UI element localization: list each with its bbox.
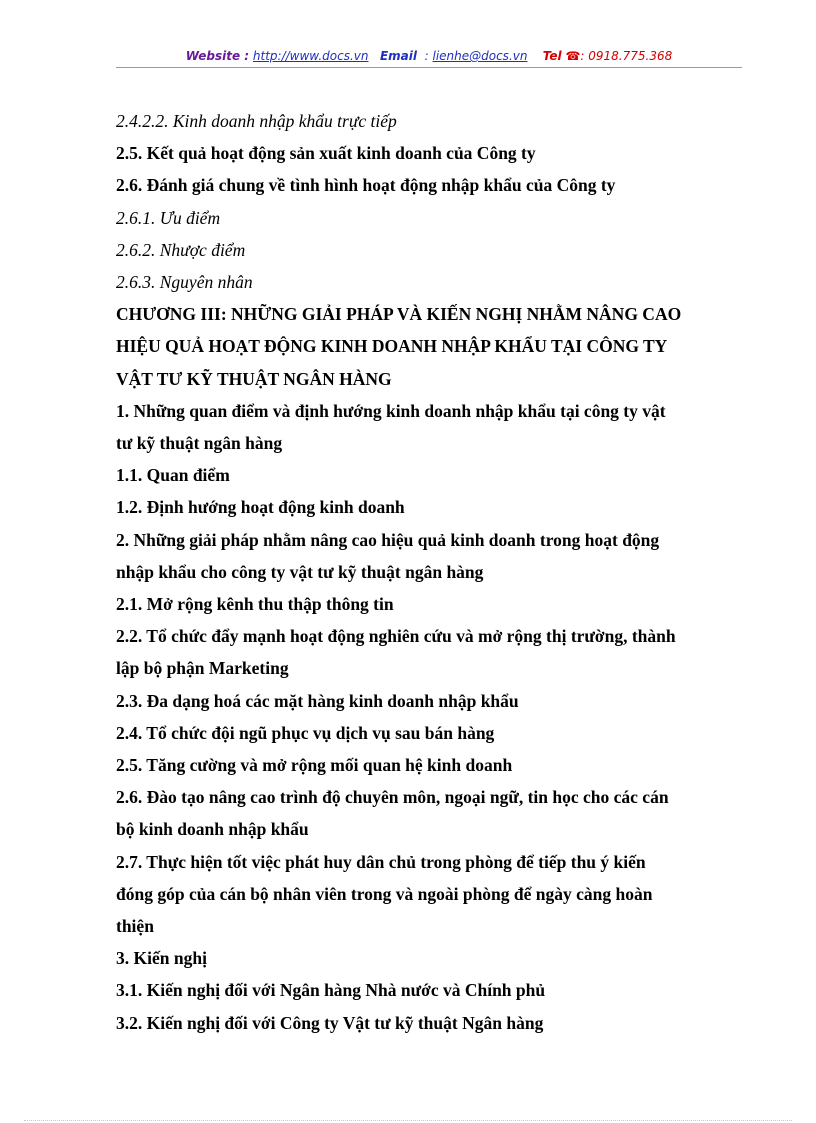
toc-line: 1.2. Định hướng hoạt động kinh doanh bbox=[116, 497, 405, 518]
toc-line: 2.2. Tổ chức đẩy mạnh hoạt động nghiên cứu và mở rộng thị trường, thành bbox=[116, 626, 676, 647]
header-divider bbox=[116, 67, 742, 68]
website-label: Website : bbox=[185, 49, 250, 63]
toc-line: 3.2. Kiến nghị đối với Công ty Vật tư kỹ thuật Ngân hàng bbox=[116, 1012, 544, 1033]
toc-line: 2.7. Thực hiện tốt việc phát huy dân chủ trong phòng để tiếp thu ý kiến bbox=[116, 851, 646, 872]
toc-line: 1.1. Quan điểm bbox=[116, 465, 230, 486]
toc-line: 2.6.1. Ưu điểm bbox=[116, 207, 221, 228]
toc-line: thiện bbox=[116, 916, 154, 937]
toc-line: bộ kinh doanh nhập khẩu bbox=[116, 819, 309, 840]
email-label: Email bbox=[379, 49, 417, 63]
toc-line: 1. Những quan điểm và định hướng kinh doanh nhập khẩu tại công ty vật bbox=[116, 400, 666, 421]
toc-line: 2.6.2. Nhược điểm bbox=[116, 239, 246, 260]
toc-line: 2. Những giải pháp nhằm nâng cao hiệu quả kinh doanh trong hoạt động bbox=[116, 529, 660, 550]
toc-line: 2.1. Mở rộng kênh thu thập thông tin bbox=[116, 594, 394, 615]
toc-line: 3. Kiến nghị bbox=[116, 948, 207, 969]
chapter-heading-line: HIỆU QUẢ HOẠT ĐỘNG KINH DOANH NHẬP KHẨU TẠI CÔNG TY bbox=[116, 336, 668, 357]
toc-line: 2.6. Đánh giá chung về tình hình hoạt động nhập khẩu của Công ty bbox=[116, 175, 616, 196]
toc-line: 2.6. Đào tạo nâng cao trình độ chuyên môn, ngoại ngữ, tin học cho các cán bbox=[116, 787, 669, 808]
email-separator: : bbox=[424, 49, 429, 63]
toc-line: nhập khẩu cho công ty vật tư kỹ thuật ngân hàng bbox=[116, 561, 484, 582]
toc-line: đóng góp của cán bộ nhân viên trong và ngoài phòng để ngày càng hoàn bbox=[116, 883, 653, 904]
toc-line: 2.5. Tăng cường và mở rộng mối quan hệ kinh doanh bbox=[116, 755, 513, 776]
toc-line: 2.3. Đa dạng hoá các mặt hàng kinh doanh nhập khẩu bbox=[116, 690, 519, 711]
page-header bbox=[116, 46, 742, 66]
website-link[interactable]: http://www.docs.vn bbox=[252, 49, 369, 63]
toc-line: 2.5. Kết quả hoạt động sản xuất kinh doanh của Công ty bbox=[116, 143, 536, 164]
toc-line: lập bộ phận Marketing bbox=[116, 658, 289, 679]
tel-number: : 0918.775.368 bbox=[580, 49, 673, 63]
phone-icon: ☎ bbox=[565, 49, 581, 63]
toc-line: 3.1. Kiến nghị đối với Ngân hàng Nhà nước và Chính phủ bbox=[116, 980, 546, 1001]
footer-divider bbox=[24, 1120, 792, 1121]
toc-line: 2.4.2.2. Kinh doanh nhập khẩu trực tiếp bbox=[116, 111, 397, 131]
toc-line: tư kỹ thuật ngân hàng bbox=[116, 433, 283, 454]
document-body bbox=[116, 105, 746, 1039]
chapter-heading-line: CHƯƠNG III: NHỮNG GIẢI PHÁP VÀ KIẾN NGHỊ NHẰM NÂNG CAO bbox=[116, 304, 682, 325]
toc-line: 2.6.3. Nguyên nhân bbox=[116, 272, 253, 293]
tel-label: Tel bbox=[542, 49, 562, 63]
email-link[interactable]: lienhe@docs.vn bbox=[432, 49, 528, 63]
chapter-heading-line: VẬT TƯ KỸ THUẬT NGÂN HÀNG bbox=[116, 368, 392, 389]
toc-line: 2.4. Tổ chức đội ngũ phục vụ dịch vụ sau bán hàng bbox=[116, 722, 495, 743]
